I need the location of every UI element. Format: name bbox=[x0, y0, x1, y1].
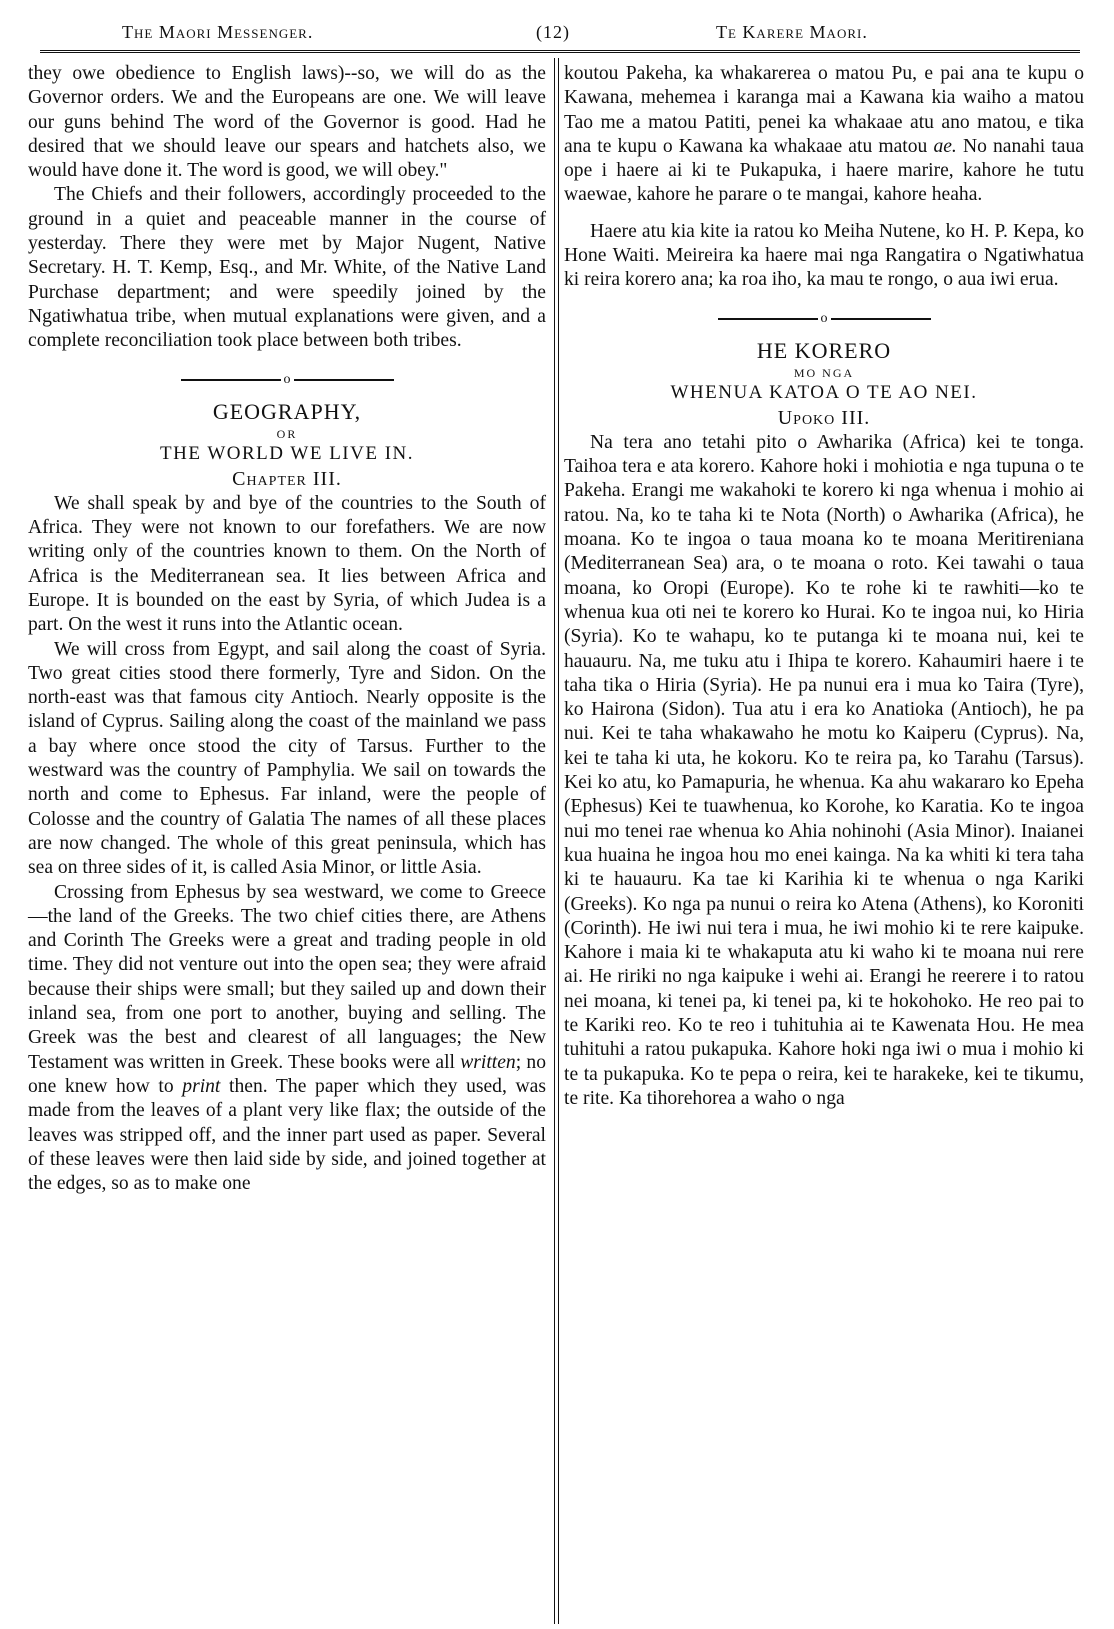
english-chapter-heading: Chapter III. bbox=[232, 467, 342, 490]
maori-paragraph-1: koutou Pakeha, ka whakarerea o matou Pu, e pai ana te kupu o Kawana, mehemea i karanga mai a Kawana kia waiho a matou Tao me a matou Patiti, penei ka whakaae atu ano matou, e tika ana te kupu o Kawana ka whakaae atu matou ae. No nanahi taua ope i haere ai ki te Pukapuka, i haere marire, kahore he tutu waewae, kahore he parare o te mangai, kahore heaha. bbox=[564, 63, 1084, 206]
english-paragraph-2: The Chiefs and their followers, accordingly proceeded to the ground in a quiet and peaceable manner in the course of yesterday. There they were met by Major Nugent, Native Secretary. H. T. Kemp, Esq., and Mr. White, of the Native Land Purchase department; and were speedily joined by the Ngatiwhatua tribe, when mutual explanations were given, and a complete reconciliation took place between both tribes. bbox=[28, 184, 546, 352]
maori-chapter-heading: Upoko III. bbox=[777, 406, 871, 429]
header-title-english: The Maori Messenger. bbox=[122, 22, 314, 42]
emphasis-print: print bbox=[182, 1075, 221, 1097]
maori-column bbox=[564, 62, 1084, 1111]
english-column bbox=[28, 62, 546, 1196]
english-section-or: OR bbox=[276, 426, 298, 441]
english-paragraph-3: We shall speak by and bye of the countries to the South of Africa. They were not known to our forefathers. We are now writing only of the countries known to them. On the North of Africa is the Mediterranean sea. It lies between Africa and Europe. It is bounded on the east by Syria, of which Judea is a part. On the west it runs into the Atlantic ocean. bbox=[28, 492, 546, 636]
column-divider bbox=[554, 58, 559, 1624]
header-title-maori: Te Karere Maori. bbox=[716, 22, 868, 42]
english-section-title: GEOGRAPHY, bbox=[212, 398, 362, 424]
header-rule bbox=[40, 50, 1080, 53]
maori-section-subtitle: WHENUA KATOA O TE AO NEI. bbox=[670, 381, 978, 403]
english-paragraph-1: they owe obedience to English laws)--so, we will do as the Governor orders. We and the Europeans are one. We will leave our guns behind The word of the Governor is good. Had he desired that we should leave our spears and hatchets also, we would have done it. The word is good, we will obey." bbox=[28, 63, 546, 182]
maori-section-mo-nga: MO NGA bbox=[793, 365, 855, 380]
page-header bbox=[0, 0, 1114, 44]
maori-section-title: HE KORERO bbox=[756, 337, 892, 363]
separator-ornament: o bbox=[820, 310, 828, 326]
section-separator bbox=[564, 310, 1084, 326]
maori-paragraph-2: Haere atu kia kite ia ratou ko Meiha Nutene, ko H. P. Kepa, ko Hone Waiti. Meireira ka haere mai nga Rangatira o Ngatiwhatua ki reira korero ana; ka roa iho, ka mau te rongo, o aua iwi erua. bbox=[564, 220, 1084, 291]
maori-paragraph-3: Na tera ano tetahi pito o Awharika (Africa) kei te tonga. Taihoa tera e ata korero. Kahore hoki i mohiotia e nga tupuna o te Pakeha. Erangi me wakahoki te korero ki nga whenua i mohio ai ratou. Na, ko te taha ki te Nota (North) o Awharika (Africa), he moana. Ko te ingoa o taua moana ko te moana Meritireniana (Mediterranean Sea) ara, o te moana o roto. Kei tawahi o taua moana, ko Oropi (Europe). Ko te rohe ki te rawhiti—ko te whenua kua oti nei te korero ko Hurai. Ko te ingoa nui, ko Hiria (Syria). Ko te wahapu, ko te putanga ki te moana nui, kei te hauauru. Na, me tuku atu i Ihipa te korero. Kahaumiri haere i te taha tika o Hiria (Syria). He pa nunui era i mua ko Taira (Tyre), ko Hairona (Sidon). Tua atu i era ko Anatioka (Antioch), he pa nui. Kei te taha whakawaho he motu ko Kaiperu (Cyprus). Na, kei te taha ki uta, he kokoru. Ko te reira pa, ko Tarahu (Tarsus). Kei ko atu, ko Pamapuria, he whenua. Ka ahu wakararo ko Epeha (Ephesus) Kei te tuawhenua, ko Korohe, ko Karatia. Ko te ingoa nui mo tenei rae whenua ko Ahia nohinohi (Asia Minor). Inaianei kua huaina he ingoa hou mo enei kainga. Na ka whiti ki tera taha ki te hauauru. Ka tae ki Karihia ki te whenua o nga Kariki (Greeks). Ko nga pa nunui o reira ko Atena (Athens), ko Koroniti (Corinth). He iwi nui tera i mua, he iwi mohio ki te rere kaipuke. Kahore i maia ki te whakaputa atu ki waho ki te moana nui rere ai. He ririki no nga kaipuke i wehi ai. Erangi he reerere i to ratou nei moana, ki tenei pa, ki tenei pa, ki te hokohoko. He reo pai to te Kariki reo. Ko te reo i tuhituhia ai te Kawenata Hou. He mea tuhituhi a ratou pukapuka. Kahore hoki nga iwi o mua i mohio ki te ta pukapuka. Ko te pepa o reira, kei te harakeke, kei te tikumu, te rite. Ka tihorehorea a waho o nga bbox=[564, 431, 1084, 1109]
english-section-subtitle: THE WORLD WE LIVE IN. bbox=[160, 442, 414, 464]
page-number: (12) bbox=[536, 22, 570, 42]
emphasis-ae: ae. bbox=[933, 135, 957, 157]
separator-ornament: o bbox=[283, 371, 291, 387]
emphasis-written: written bbox=[460, 1051, 516, 1073]
english-paragraph-4: We will cross from Egypt, and sail along the coast of Syria. Two great cities stood there formerly, Tyre and Sidon. On the north-east was that famous city Antioch. Nearly opposite is the island of Cyprus. Sailing along the coast of the mainland we pass a bay where once stood the city of Tarsus. Further to the westward was the country of Pamphylia. We sail on towards the north and come to Ephesus. Far inland, were the people of Colosse and the country of Galatia The names of all these places are now changed. The whole of this great peninsula, which has sea on three sides of it, is called Asia Minor, or little Asia. bbox=[28, 638, 546, 879]
section-separator bbox=[28, 371, 546, 387]
english-paragraph-5: Crossing from Ephesus by sea westward, we come to Greece—the land of the Greeks. The two chief cities there, are Athens and Corinth The Greeks were a great and trading people in old time. They did not venture out into the open sea; they were afraid because their ships were small; but they sailed up and down their inland sea, from one port to another, buying and selling. The Greek was the best and clearest of all languages; the New Testament was written in Greek. These books were all written; no one knew how to print then. The paper which they used, was made from the leaves of a plant very like flax; the outside of the leaves was stripped off, and the inner part used as paper. Several of these leaves were then laid side by side, and joined together at the edges, so as to make one bbox=[28, 881, 547, 1195]
